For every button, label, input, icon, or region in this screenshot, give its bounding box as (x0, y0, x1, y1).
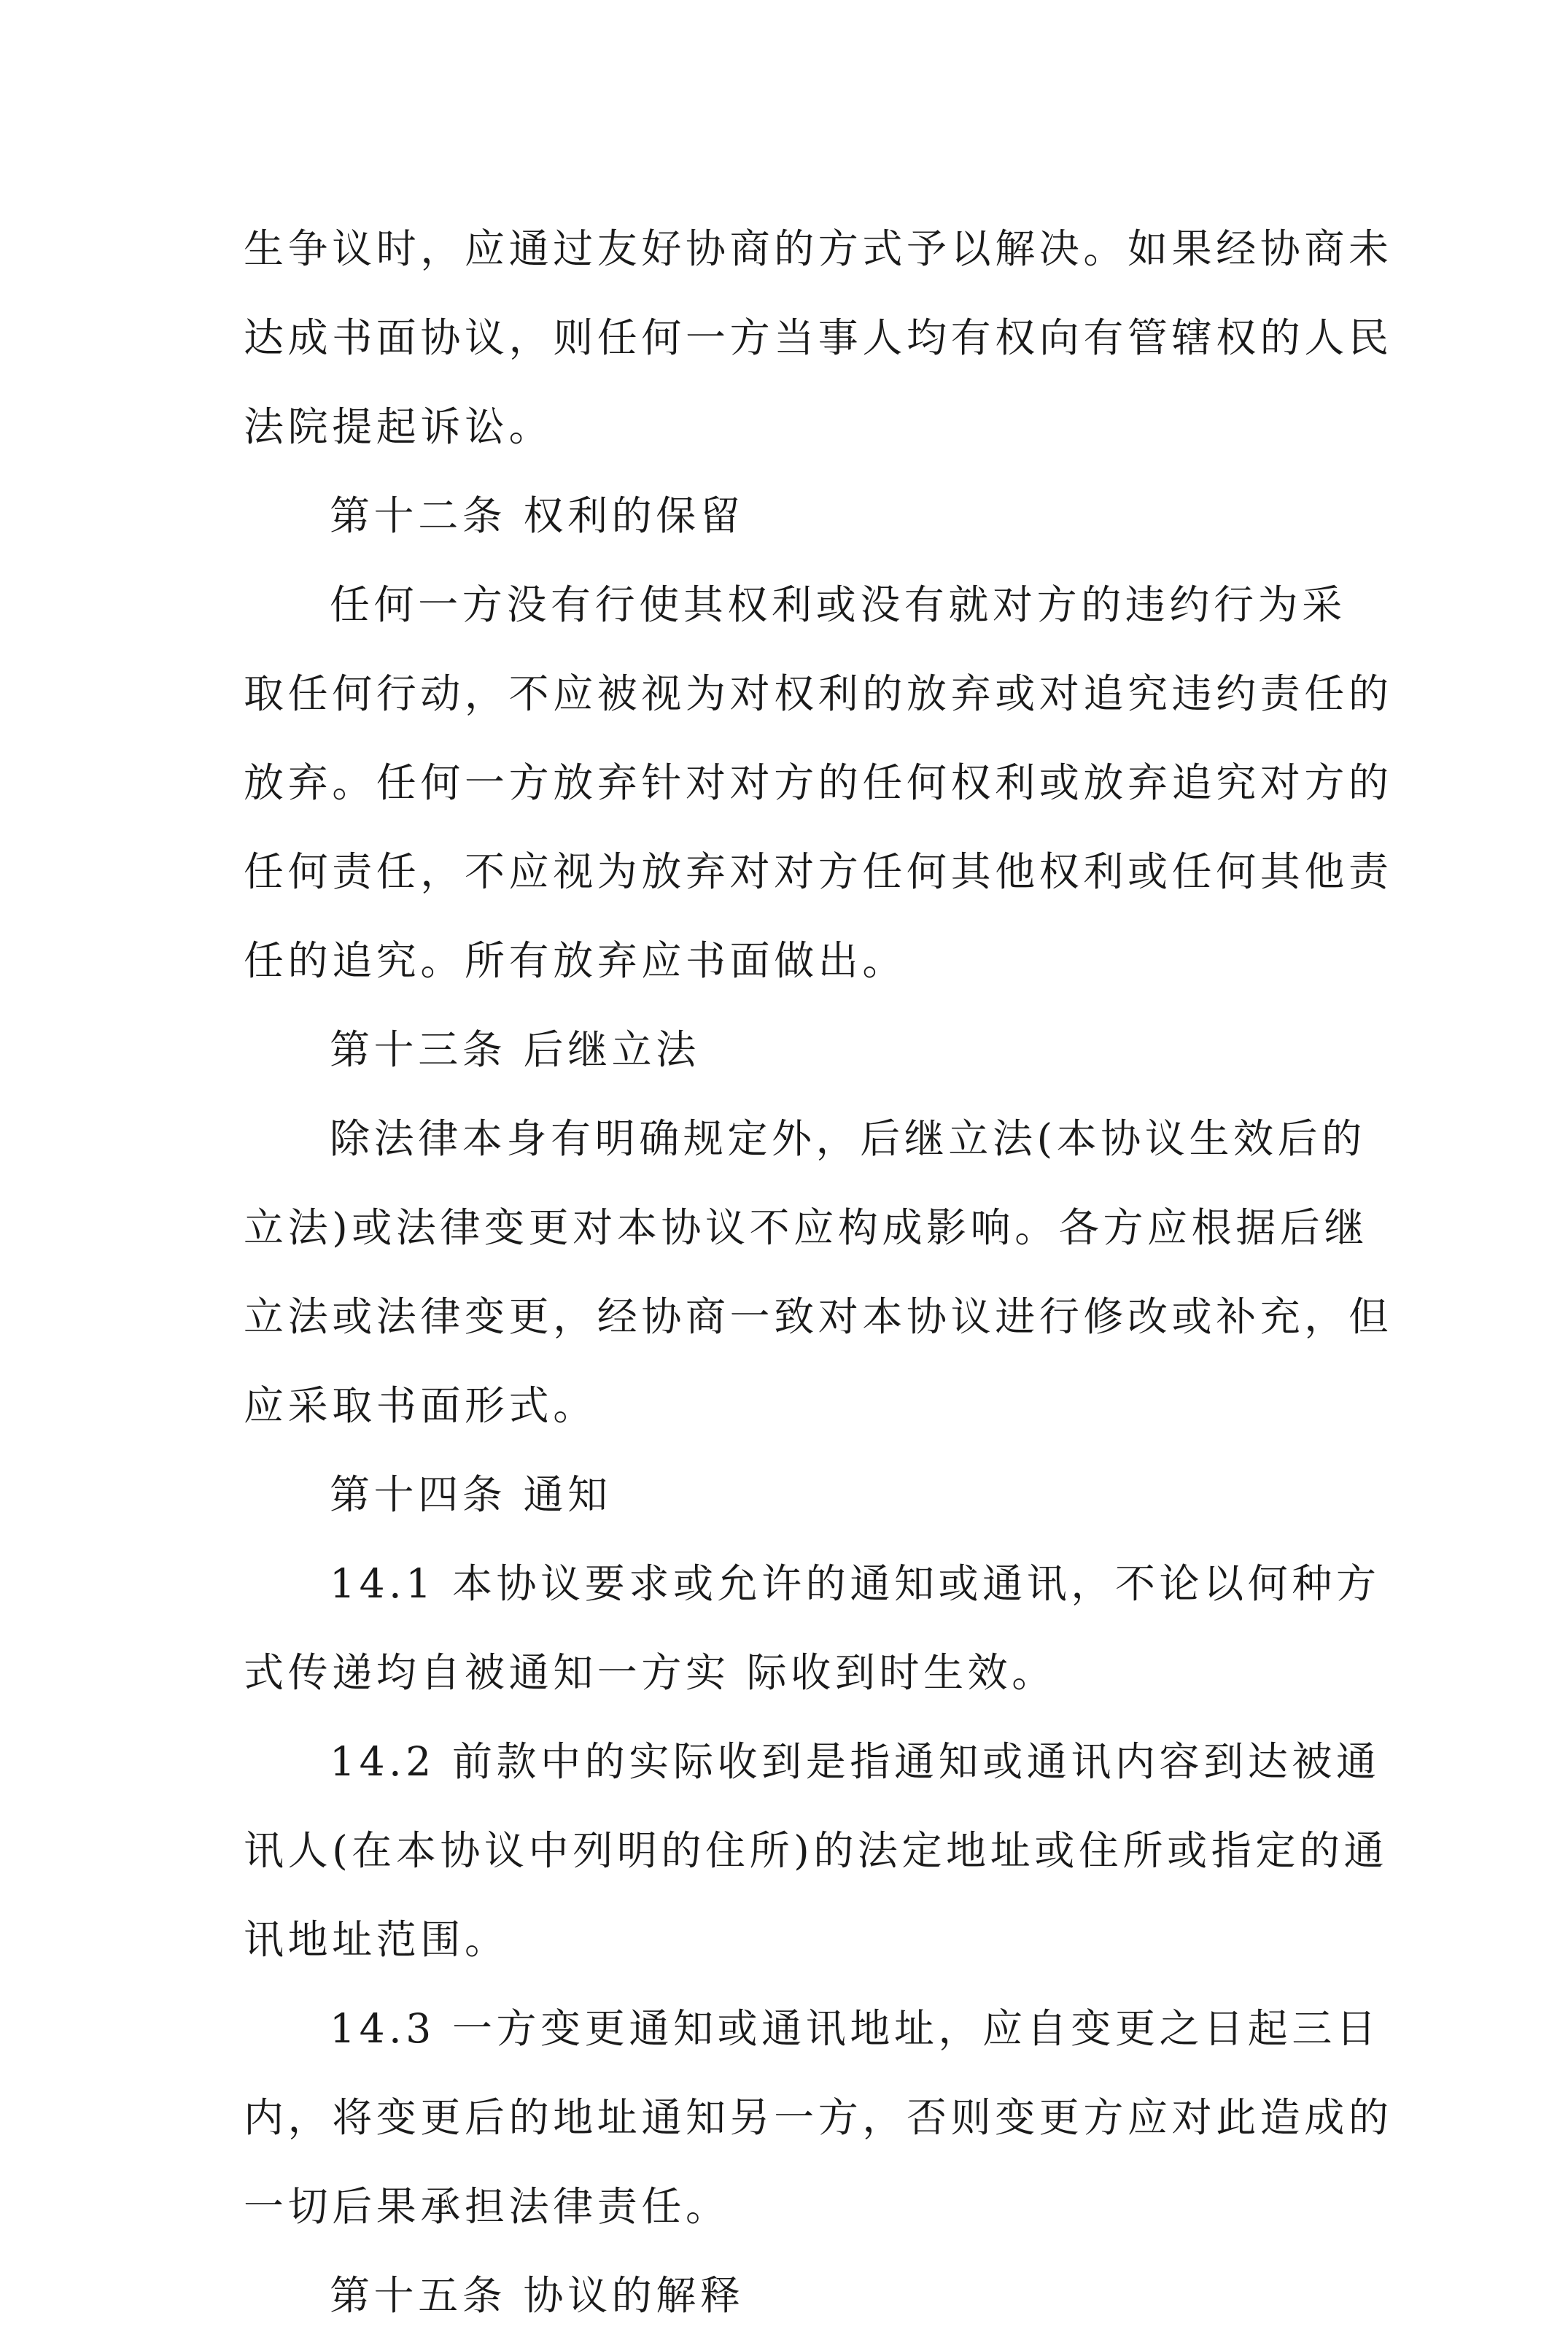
article-heading: 第十五条 协议的解释 (330, 2272, 745, 2319)
paragraph-line: 达成书面协议，则任何一方当事人均有权向有管辖权的人民 (244, 314, 1393, 361)
paragraph-line: 应采取书面形式。 (244, 1382, 597, 1429)
paragraph-line: 讯地址范围。 (244, 1916, 509, 1963)
paragraph-line: 立法或法律变更，经协商一致对本协议进行修改或补充，但 (244, 1293, 1393, 1340)
paragraph-line: 取任何行动，不应被视为对权利的放弃或对追究违约责任的 (244, 670, 1393, 717)
paragraph-line: 内，将变更后的地址通知另一方，否则变更方应对此造成的 (244, 2094, 1393, 2141)
clause-line: 14.2 前款中的实际收到是指通知或通讯内容到达被通 (330, 1738, 1381, 1785)
clause-line: 14.1 本协议要求或允许的通知或通讯，不论以何种方 (330, 1560, 1381, 1607)
article-heading: 第十二条 权利的保留 (330, 492, 745, 539)
paragraph-line: 立法)或法律变更对本协议不应构成影响。各方应根据后继 (244, 1204, 1369, 1251)
paragraph-line: 式传递均自被通知一方实 际收到时生效。 (244, 1649, 1056, 1696)
paragraph-line: 法院提起诉讼。 (244, 403, 554, 450)
paragraph-line: 生争议时，应通过友好协商的方式予以解决。如果经协商未 (244, 225, 1393, 272)
article-heading: 第十四条 通知 (330, 1471, 612, 1518)
article-heading: 第十三条 后继立法 (330, 1026, 700, 1073)
paragraph-line: 放弃。任何一方放弃针对对方的任何权利或放弃追究对方的 (244, 759, 1393, 806)
paragraph-line: 讯人(在本协议中列明的住所)的法定地址或住所或指定的通 (244, 1827, 1389, 1874)
paragraph-line: 除法律本身有明确规定外，后继立法(本协议生效后的 (330, 1115, 1366, 1162)
document-body (244, 204, 1393, 2340)
paragraph-line: 任何责任，不应视为放弃对对方任何其他权利或任何其他责 (244, 848, 1393, 895)
clause-line: 14.3 一方变更通知或通讯地址，应自变更之日起三日 (330, 2005, 1381, 2052)
paragraph-line: 任何一方没有行使其权利或没有就对方的违约行为采 (330, 581, 1346, 628)
paragraph-line: 一切后果承担法律责任。 (244, 2183, 730, 2230)
paragraph-line: 任的追究。所有放弃应书面做出。 (244, 937, 907, 984)
